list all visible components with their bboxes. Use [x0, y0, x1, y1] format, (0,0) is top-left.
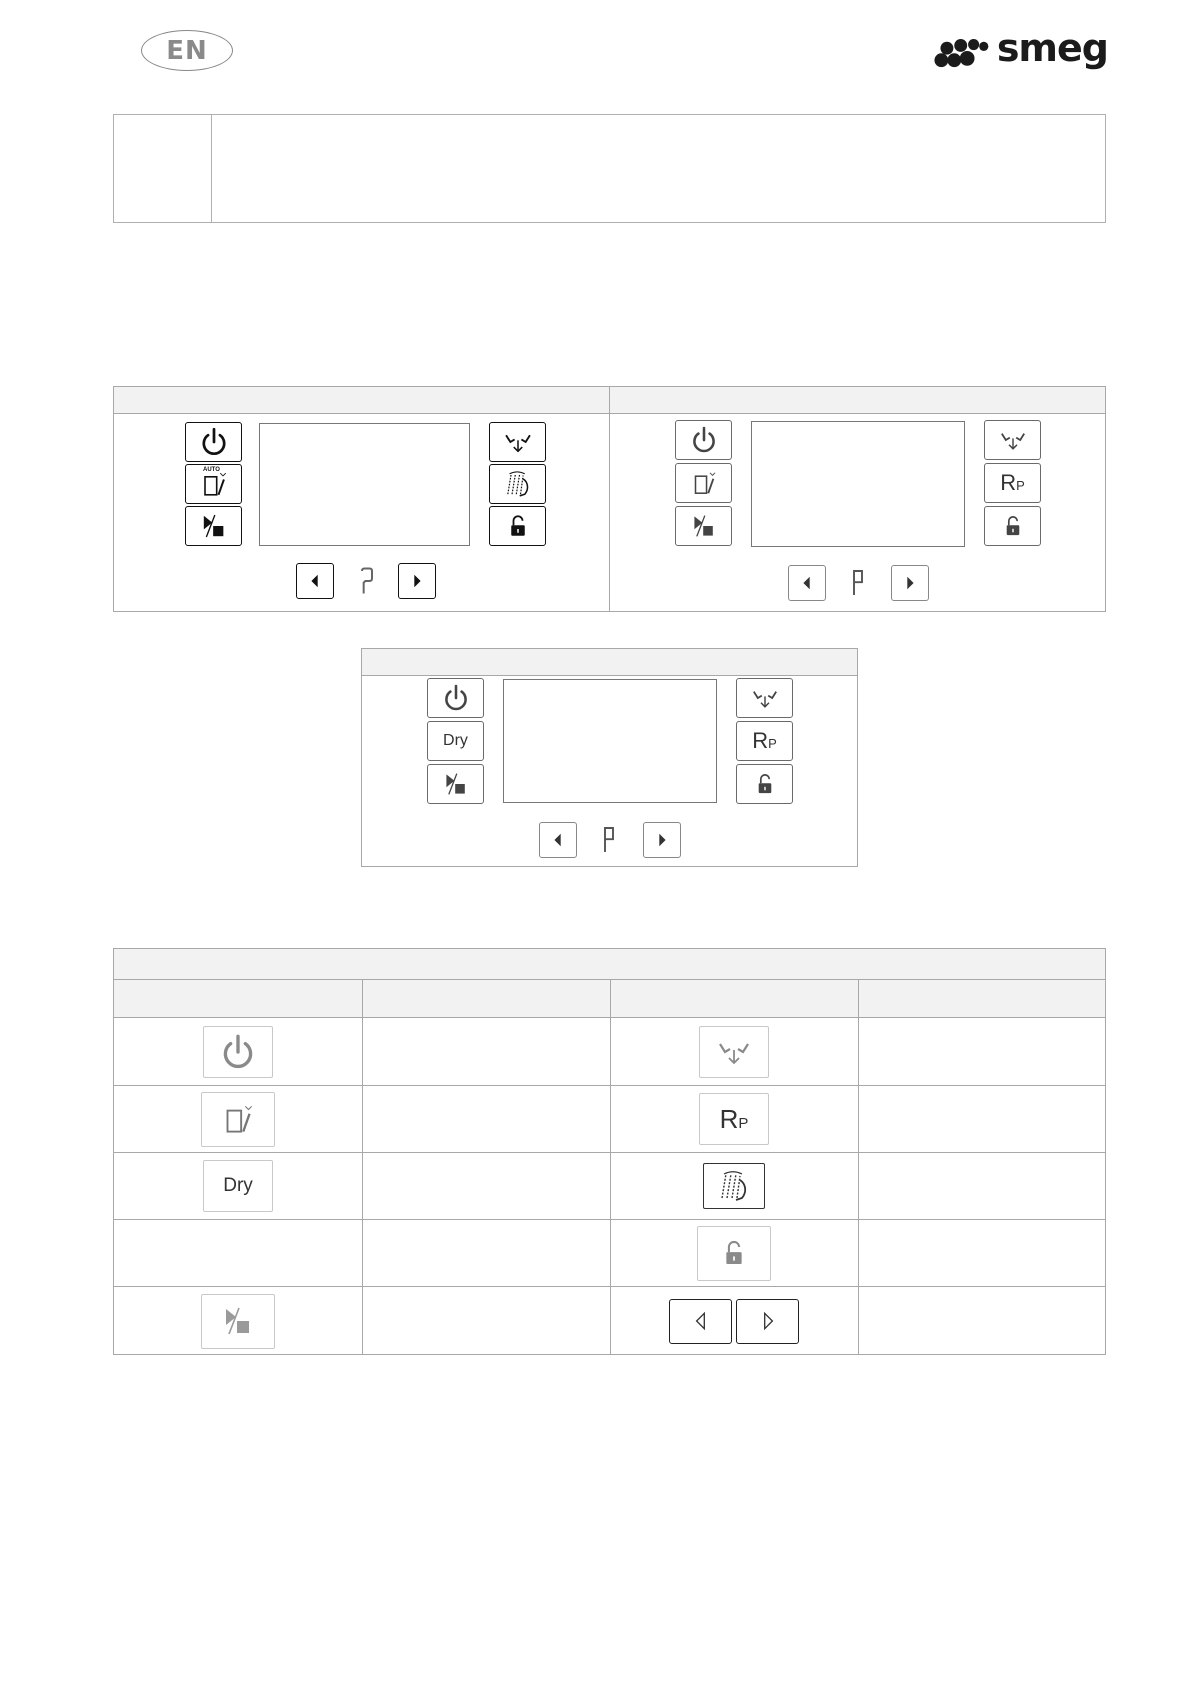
auto-dose-button[interactable]	[185, 464, 242, 504]
next-arrow-button	[736, 1299, 799, 1344]
start-stop-icon	[688, 510, 720, 542]
rp-button[interactable]	[984, 463, 1041, 503]
prev-program-button[interactable]	[788, 565, 826, 601]
control-panel-c	[361, 648, 858, 867]
prev-arrow-button	[669, 1299, 732, 1344]
start-stop-icon	[218, 1301, 258, 1341]
segment-p-icon	[850, 568, 866, 598]
prev-program-button[interactable]	[539, 822, 577, 858]
drain-button[interactable]	[736, 678, 793, 718]
display-screen	[503, 679, 717, 803]
power-icon	[440, 682, 472, 714]
dry-button[interactable]	[427, 721, 484, 761]
panel-c-header	[362, 649, 857, 676]
start-stop-button[interactable]	[427, 764, 484, 804]
control-panel-a	[113, 386, 610, 612]
segment-p-icon	[601, 825, 617, 855]
smeg-logo	[934, 28, 1108, 74]
rp-label: RP	[1000, 470, 1025, 495]
power-button[interactable]	[675, 420, 732, 460]
drain-icon	[749, 682, 781, 714]
button-legend-table	[113, 948, 1106, 1355]
language-code: EN	[166, 35, 208, 66]
legend-cell	[114, 1287, 362, 1355]
drain-icon	[997, 424, 1029, 456]
legend-cell	[114, 1086, 362, 1152]
drain-icon	[501, 425, 535, 459]
note-box	[113, 114, 1106, 223]
unlock-icon	[717, 1236, 751, 1270]
arrow-left-icon	[306, 572, 324, 590]
arrow-right-outline-icon	[757, 1310, 779, 1332]
program-display-char	[846, 565, 870, 601]
power-icon	[197, 425, 231, 459]
power-icon	[688, 424, 720, 456]
column-divider	[362, 980, 363, 1354]
power-button[interactable]	[427, 678, 484, 718]
rp-button[interactable]	[736, 721, 793, 761]
dose-icon	[687, 466, 721, 500]
program-display-char	[355, 563, 379, 599]
program-display-char	[597, 822, 621, 858]
unlock-icon	[503, 511, 533, 541]
arrow-left-outline-icon	[690, 1310, 712, 1332]
dose-button	[201, 1092, 275, 1147]
legend-cell	[114, 1019, 362, 1085]
display-screen	[751, 421, 965, 547]
drain-button	[699, 1026, 769, 1078]
rinse-button[interactable]	[489, 464, 546, 504]
arrow-left-icon	[549, 831, 567, 849]
arrow-left-icon	[798, 574, 816, 592]
legend-cell	[114, 1153, 362, 1219]
panel-a-header	[114, 387, 609, 414]
next-program-button[interactable]	[891, 565, 929, 601]
unlock-icon	[751, 770, 779, 798]
start-stop-button[interactable]	[185, 506, 242, 546]
next-program-button[interactable]	[398, 563, 436, 599]
arrow-right-icon	[408, 572, 426, 590]
arrow-right-icon	[653, 831, 671, 849]
unlock-button	[697, 1226, 771, 1281]
dose-button[interactable]	[675, 463, 732, 503]
dry-button	[203, 1160, 273, 1212]
drain-icon	[714, 1032, 754, 1072]
dose-icon	[217, 1098, 259, 1140]
unlock-button[interactable]	[489, 506, 546, 546]
display-screen	[259, 423, 470, 546]
auto-label: AUTO	[203, 467, 220, 473]
start-stop-button	[201, 1294, 275, 1349]
next-program-button[interactable]	[643, 822, 681, 858]
dry-label: Dry	[443, 732, 468, 749]
legend-cell	[610, 1019, 858, 1085]
rinse-icon	[714, 1166, 754, 1206]
drain-button[interactable]	[984, 420, 1041, 460]
language-badge	[141, 30, 233, 71]
rinse-icon	[501, 467, 535, 501]
rp-label: RP	[719, 1103, 749, 1134]
unlock-icon	[999, 512, 1027, 540]
prev-program-button[interactable]	[296, 563, 334, 599]
arrow-buttons	[669, 1299, 799, 1344]
drain-button[interactable]	[489, 422, 546, 462]
rinse-button	[703, 1163, 765, 1209]
arrow-right-icon	[901, 574, 919, 592]
start-stop-icon	[197, 509, 231, 543]
segment-p-icon	[358, 566, 376, 596]
column-divider	[858, 980, 859, 1354]
smeg-logo-dots-icon	[934, 31, 995, 71]
dry-label: Dry	[223, 1175, 253, 1196]
power-button	[203, 1026, 273, 1078]
unlock-button[interactable]	[736, 764, 793, 804]
unlock-button[interactable]	[984, 506, 1041, 546]
start-stop-button[interactable]	[675, 506, 732, 546]
legend-cell	[610, 1220, 858, 1286]
legend-cell	[610, 1086, 858, 1152]
rp-button	[699, 1093, 769, 1145]
brand-name: smeg	[996, 26, 1108, 70]
legend-title-row	[114, 949, 1105, 980]
rp-label: RP	[752, 728, 777, 753]
power-button[interactable]	[185, 422, 242, 462]
power-icon	[217, 1031, 259, 1073]
panel-b-header	[610, 387, 1105, 414]
legend-cell	[610, 1153, 858, 1219]
legend-cell	[610, 1287, 858, 1355]
note-divider	[211, 115, 212, 222]
start-stop-icon	[440, 768, 472, 800]
control-panel-b	[609, 386, 1106, 612]
